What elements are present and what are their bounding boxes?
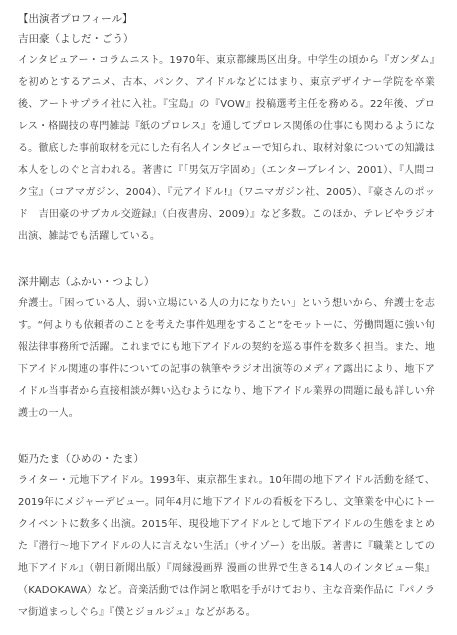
section-spacer	[18, 425, 435, 452]
person-bio: インタビュアー・コラムニスト。1970年、東京都練馬区出身。中学生の頃から『ガンダム』を初めとするアニメ、古本、パンク、アイドルなどにはまり、東京デザイナー学院を卒業後、アートサプライ社に入社。『宝島』の『VOW』投稿選考主任を務める。22年後、プロレス・格闘技の専門雑誌『紙のプロレス』を通してプロレス関係の仕事にも関わるようになる。徹底した事前取材を元にした有名人インタビューで知られ、取材対象についての知識は本人をしのぐと言われる。著書に『「男気万字固め」（エンターブレイン、2001）、『人間コク宝』（コアマガジン、2004）、『元アイドル!』（ワニマガジン社、2005）、『豪さんのポッド 吉田豪のサブカル交遊録』（白夜書房、2009）』など多数。このほか、テレビやラジオ出演、雑誌でも活躍している。	[18, 55, 435, 242]
profile-fukai	[18, 275, 435, 425]
section-spacer	[18, 248, 435, 275]
person-name: 吉田豪（よしだ・ごう）	[18, 33, 134, 45]
profile-yoshida	[18, 32, 435, 248]
profile-himeno	[18, 452, 435, 624]
person-name: 深井剛志（ふかい・つよし）	[18, 276, 155, 288]
person-name: 姫乃たま（ひめの・たま）	[18, 453, 144, 465]
person-bio: ライター・元地下アイドル。1993年、東京都生まれ。10年間の地下アイドル活動を経て、2019年にメジャーデビュー。同年4月に地下アイドルの看板を下ろし、文筆業を中心にトークイベントに数多く出演。2015年、現役地下アイドルとして地下アイドルの生態をまとめた『潜行～地下アイドルの人に言えない生活』（サイゾー）を出版。著書に『職業としての地下アイドル』（朝日新聞出版）『周縁漫画界 漫画の世界で生きる14人のインタビュー集』（KADOKAWA）など。音楽活動では作詞と歌唱を手がけており、主な音楽作品に『パノラマ街道まっしぐら』『僕とジョルジュ』などがある。	[18, 475, 435, 618]
person-bio: 弁護士。「困っている人、弱い立場にいる人の力になりたい」という想いから、弁護士を志す。“何よりも依頼者のことを考えた事件処理をすること”をモットーに、労働問題に強い旬報法律事務所で活躍。これまでにも地下アイドルの契約を巡る事件を数多く担当。また、地下アイドル関連の事件についての記事の執筆やラジオ出演等のメディア露出により、地下アイドル当事者から直接相談が舞い込むようになり、地下アイドル業界の問題に最も詳しい弁護士の一人。	[18, 298, 435, 419]
section-title: 【出演者プロフィール】	[18, 13, 133, 25]
